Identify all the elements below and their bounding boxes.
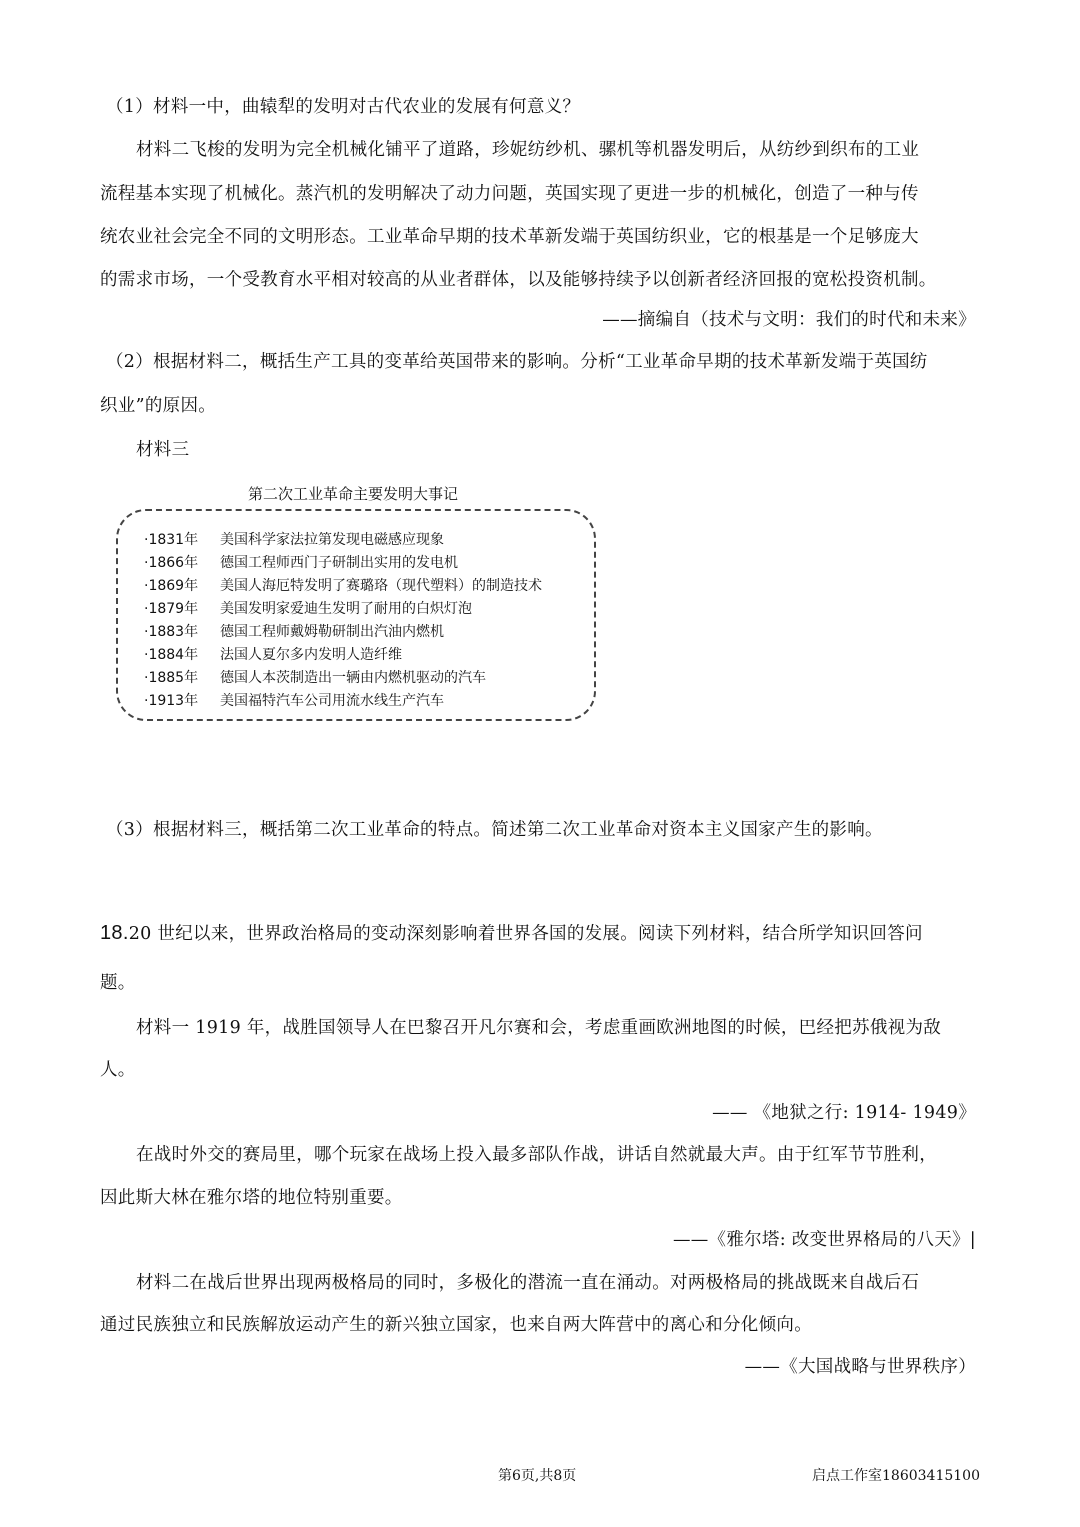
- timeline-event: [144, 552, 458, 572]
- question-18-intro-cont: 题。: [100, 973, 136, 993]
- event-text: 美国科学家法拉第发现电磁感应现象: [220, 532, 444, 548]
- event-year: ·1831年: [144, 532, 199, 548]
- material-1b-source: ——《雅尔塔: 改变世界格局的八天》|: [672, 1230, 976, 1250]
- material-2b-source: ——《大国战略与世界秩序）: [744, 1357, 976, 1377]
- event-text: 美国发明家爱迪生发明了耐用的白炽灯泡: [220, 601, 472, 617]
- event-text: 法国人夏尔多内发明人造纤维: [220, 647, 402, 663]
- event-year: ·1869年: [144, 578, 199, 594]
- material-2-source: ——摘编自（技术与文明：我们的时代和未来》: [602, 310, 976, 330]
- event-text: 德国工程师西门子研制出实用的发电机: [220, 555, 458, 571]
- timeline-event: [144, 598, 472, 618]
- page-number: 第6页,共8页: [498, 1468, 577, 1484]
- material-1-source: —— 《地狱之行: 1914- 1949》: [712, 1103, 976, 1123]
- studio-contact: 启点工作室18603415100: [812, 1468, 980, 1484]
- material-3-label: 材料三: [136, 440, 190, 460]
- timeline-title: 第二次工业革命主要发明大事记: [248, 485, 459, 503]
- event-year: ·1913年: [144, 693, 199, 709]
- timeline-event: [144, 529, 444, 549]
- question-17-2: （2）根据材料二，概括生产工具的变革给英国带来的影响。分析“工业革命早期的技术革新发端于英国纺: [106, 352, 928, 372]
- question-17-3: （3）根据材料三，概括第二次工业革命的特点。简述第二次工业革命对资本主义国家产生的影响。: [106, 820, 883, 840]
- question-18-intro: [100, 920, 923, 945]
- material-2b-line: 材料二在战后世界出现两极格局的同时，多极化的潜流一直在涌动。对两极格局的挑战既来自战后石: [136, 1273, 920, 1293]
- question-18-number: 18.: [100, 922, 129, 944]
- question-18-intro-text: 20 世纪以来，世界政治格局的变动深刻影响着世界各国的发展。阅读下列材料，结合所学知识回答问: [128, 924, 923, 944]
- timeline-event: [144, 667, 486, 687]
- material-2-line: 材料二飞梭的发明为完全机械化铺平了道路，珍妮纺纱机、骡机等机器发明后，从纺纱到织布的工业: [136, 140, 920, 160]
- material-1-line: 人。: [100, 1060, 136, 1080]
- timeline-event: [144, 690, 444, 710]
- timeline-event: [144, 575, 542, 595]
- material-1b-line: 在战时外交的赛局里，哪个玩家在战场上投入最多部队作战，讲话自然就最大声。由于红军节节胜利，: [136, 1145, 937, 1165]
- event-year: ·1884年: [144, 647, 199, 663]
- event-year: ·1883年: [144, 624, 199, 640]
- question-17-2-cont: 织业”的原因。: [100, 396, 217, 416]
- material-2b-line: 通过民族独立和民族解放运动产生的新兴独立国家，也来自两大阵营中的离心和分化倾向。: [100, 1315, 812, 1335]
- event-year: ·1879年: [144, 601, 199, 617]
- material-1-line: 材料一 1919 年，战胜国领导人在巴黎召开凡尔赛和会，考虑重画欧洲地图的时候，巴经把苏俄视为敌: [136, 1018, 942, 1038]
- material-2-line: 统农业社会完全不同的文明形态。工业革命早期的技术革新发端于英国纺织业，它的根基是一个足够庞大: [100, 227, 919, 247]
- timeline-event: [144, 644, 402, 664]
- event-text: 美国人海厄特发明了赛璐珞（现代塑料）的制造技术: [220, 578, 542, 594]
- event-year: ·1866年: [144, 555, 199, 571]
- material-1b-line: 因此斯大林在雅尔塔的地位特别重要。: [100, 1188, 403, 1208]
- question-17-1: （1）材料一中，曲辕犁的发明对古代农业的发展有何意义？: [106, 97, 581, 117]
- event-text: 美国福特汽车公司用流水线生产汽车: [220, 693, 444, 709]
- invention-timeline-box: [116, 509, 596, 721]
- event-text: 德国人本茨制造出一辆由内燃机驱动的汽车: [220, 670, 486, 686]
- material-2-line: 流程基本实现了机械化。蒸汽机的发明解决了动力问题，英国实现了更进一步的机械化，创造了一种与传: [100, 184, 919, 204]
- event-text: 德国工程师戴姆勒研制出汽油内燃机: [220, 624, 444, 640]
- event-year: ·1885年: [144, 670, 199, 686]
- material-2-line: 的需求市场，一个受教育水平相对较高的从业者群体，以及能够持续予以创新者经济回报的宽松投资机制。: [100, 270, 937, 290]
- timeline-event: [144, 621, 444, 641]
